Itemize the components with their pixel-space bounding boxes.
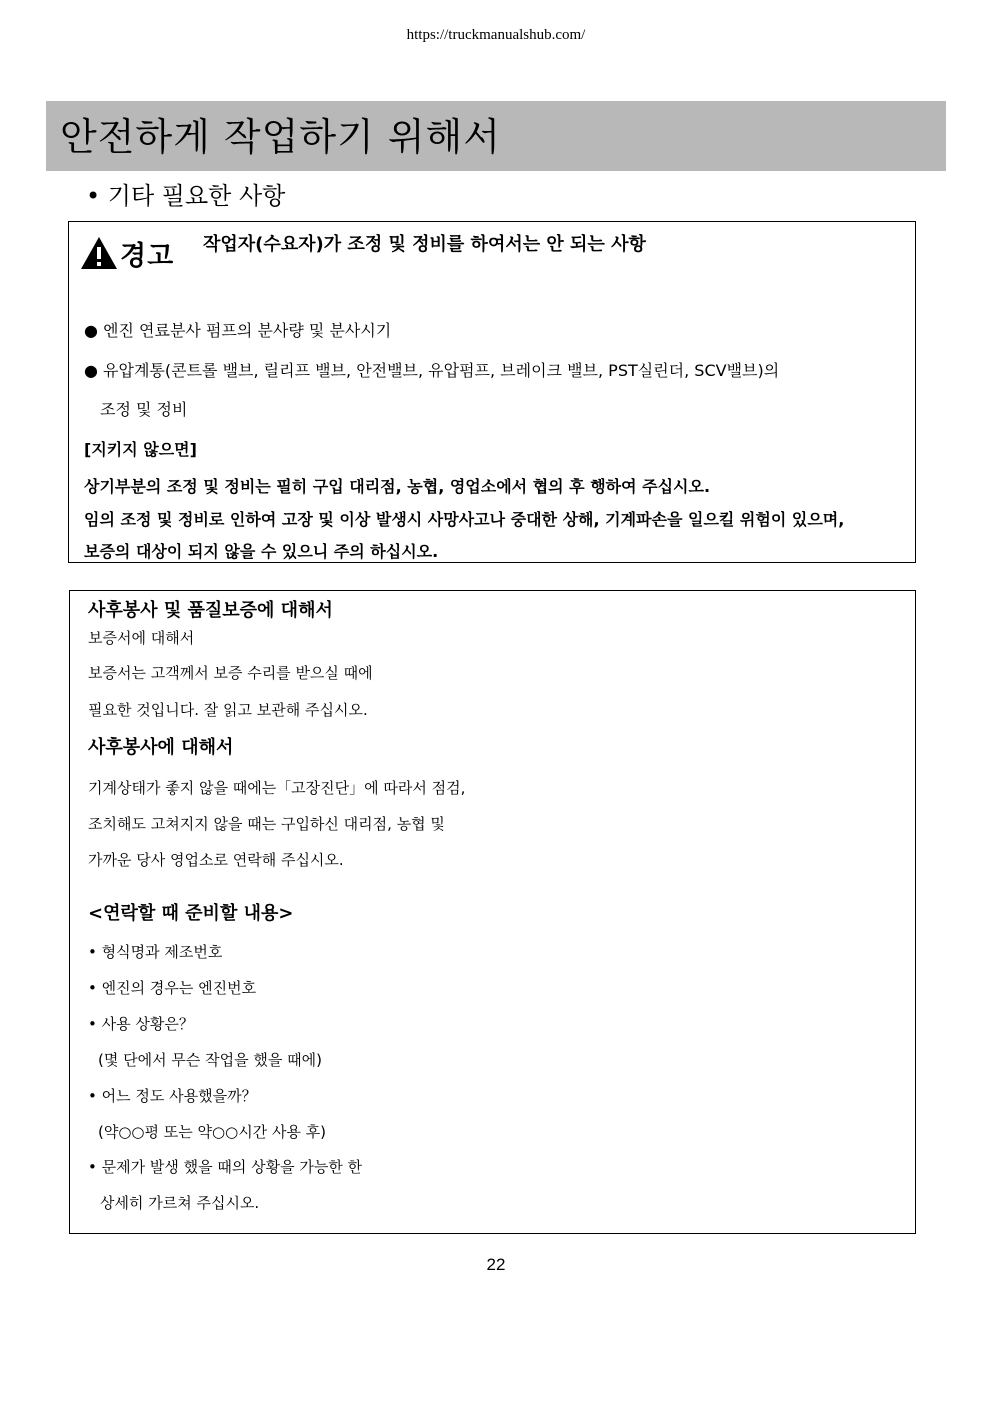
warranty-line: 보증서는 고객께서 보증 수리를 받으실 때에 (88, 664, 373, 682)
service-heading: 사후봉사 및 품질보증에 대해서 (88, 600, 333, 621)
warning-label (80, 235, 174, 271)
contact-item: 상세히 가르쳐 주십시오. (100, 1194, 260, 1212)
after-service-line: 가까운 당사 영업소로 연락해 주십시오. (88, 851, 344, 869)
consequence-line: 임의 조정 및 정비로 인하여 고장 및 이상 발생시 사망사고나 중대한 상해, 기계파손을 일으킬 위험이 있으며, (84, 510, 845, 529)
after-service-line: 조치해도 고쳐지지 않을 때는 구입하신 대리점, 농협 및 (88, 815, 445, 833)
consequence-line: 보증의 대상이 되지 않을 수 있으니 주의 하십시오. (84, 542, 439, 561)
consequence-heading: [지키지 않으면] (84, 440, 197, 459)
contact-item: • 형식명과 제조번호 (88, 943, 223, 961)
consequence-line: 상기부분의 조정 및 정비는 필히 구입 대리점, 농협, 영업소에서 협의 후 행하여 주십시오. (84, 477, 711, 496)
contact-item: • 사용 상황은？ (88, 1015, 194, 1033)
warning-item: ● 엔진 연료분사 펌프의 분사량 및 분사시기 (84, 321, 392, 340)
warning-heading: 작업자(수요자)가 조정 및 정비를 하여서는 안 되는 사항 (203, 234, 646, 255)
warning-triangle-icon (80, 236, 118, 270)
after-service-heading: 사후봉사에 대해서 (88, 737, 234, 758)
after-service-line: 기계상태가 좋지 않을 때에는「고장진단」에 따라서 점검, (88, 779, 466, 797)
page-number: 22 (486, 1255, 506, 1274)
page-title: 안전하게 작업하기 위해서 (60, 115, 501, 159)
warning-label-text: 경고 (120, 240, 175, 272)
contact-item: (몇 단에서 무슨 작업을 했을 때에) (98, 1051, 322, 1069)
contact-item: (약○○평 또는 약○○시간 사용 후) (98, 1123, 327, 1141)
warranty-line: 필요한 것입니다. 잘 읽고 보관해 주십시오. (88, 701, 368, 719)
contact-item: • 어느 정도 사용했을까？ (88, 1087, 257, 1105)
contact-heading: <연락할 때 준비할 내용> (88, 903, 294, 924)
warning-item: 조정 및 정비 (100, 400, 188, 419)
warning-item: ● 유압계통(콘트롤 밸브, 릴리프 밸브, 안전밸브, 유압펌프, 브레이크 밸브, PST실린더, SCV밸브)의 (84, 361, 780, 380)
section-heading: • 기타 필요한 사항 (86, 182, 286, 210)
contact-item: • 엔진의 경우는 엔진번호 (88, 979, 257, 997)
title-bar (46, 101, 946, 171)
source-url[interactable]: https://truckmanualshub.com/ (406, 27, 586, 43)
contact-item: • 문제가 발생 했을 때의 상황을 가능한 한 (88, 1158, 363, 1176)
warranty-subheading: 보증서에 대해서 (88, 629, 195, 647)
